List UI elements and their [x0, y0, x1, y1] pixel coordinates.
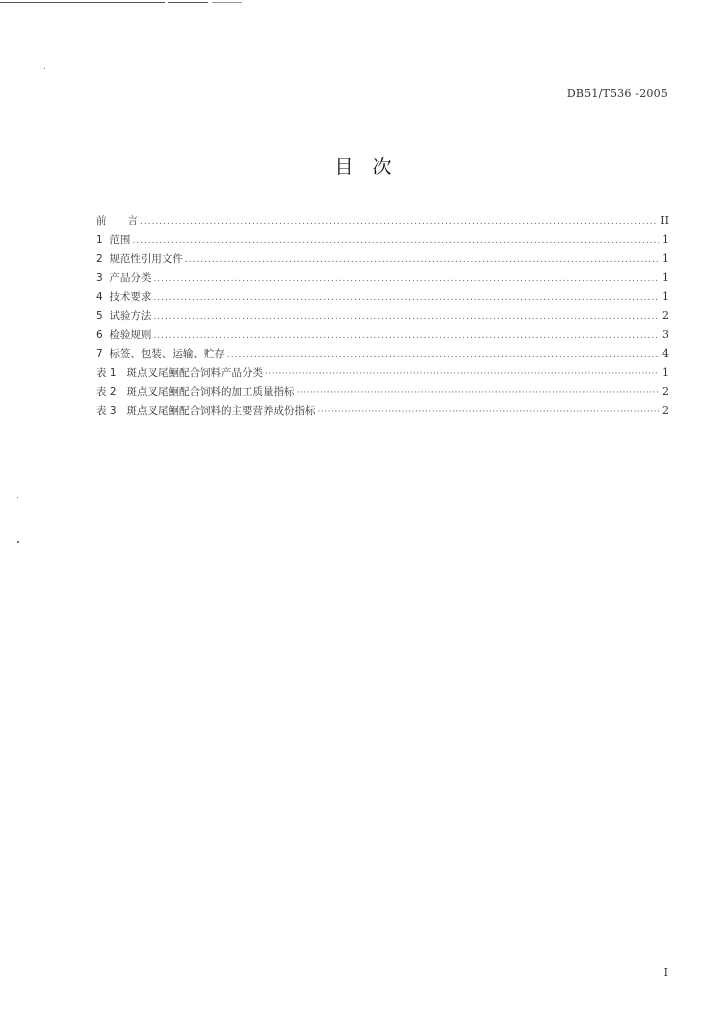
toc-leader-dots	[132, 232, 659, 251]
toc-entry-label: 5 试验方法	[96, 310, 152, 322]
toc-entry[interactable]	[96, 382, 669, 401]
scan-artifact-line	[212, 2, 242, 3]
toc-entry-label: 7 标签、包装、运输、贮存	[96, 348, 225, 360]
toc-leader-dots	[318, 403, 659, 422]
toc-entry[interactable]	[96, 230, 669, 249]
toc-leader-dots	[140, 213, 658, 232]
toc-entry[interactable]	[96, 306, 669, 325]
standard-code: DB51/T536 -2005	[566, 87, 668, 100]
toc-entry-page: 2	[662, 404, 669, 417]
toc-entry-label: 表 2 斑点叉尾鮰配合饲料的加工质量指标	[96, 386, 295, 398]
toc-entry-page: 2	[662, 385, 669, 398]
toc-entry[interactable]	[96, 401, 669, 420]
toc-entry-label: 前 言	[96, 215, 138, 227]
toc-entry-page: II	[660, 214, 669, 227]
toc-entry-page: 1	[662, 366, 669, 379]
scan-speck	[17, 541, 19, 543]
page-number: I	[663, 966, 668, 979]
scan-artifact-line	[0, 2, 165, 3]
toc-entry[interactable]	[96, 249, 669, 268]
toc-entry-page: 3	[662, 328, 669, 341]
toc-entry-label: 6 检验规则	[96, 329, 152, 341]
toc-leader-dots	[265, 365, 659, 384]
toc-entry-page: 1	[662, 233, 669, 246]
scan-speck	[17, 497, 18, 498]
toc-entry-page: 1	[662, 271, 669, 284]
toc-entry-page: 2	[662, 309, 669, 322]
toc-entry-label: 1 范围	[96, 234, 131, 246]
page-title: 目 次	[334, 156, 392, 178]
toc-entry[interactable]	[96, 211, 669, 230]
toc-entry-label: 3 产品分类	[96, 272, 152, 284]
toc-entry[interactable]	[96, 325, 669, 344]
toc-leader-dots	[153, 289, 659, 308]
toc-leader-dots	[153, 270, 659, 289]
scan-speck	[44, 68, 45, 69]
toc-entry[interactable]	[96, 363, 669, 382]
toc-entry-page: 1	[662, 252, 669, 265]
toc-entry[interactable]	[96, 268, 669, 287]
toc-entry-label: 表 1 斑点叉尾鮰配合饲料产品分类	[96, 367, 264, 379]
toc-leader-dots	[297, 384, 659, 403]
toc-leader-dots	[153, 308, 659, 327]
scan-artifact-line	[168, 2, 208, 3]
toc-entry[interactable]	[96, 287, 669, 306]
toc-leader-dots	[227, 346, 659, 365]
toc-leader-dots	[153, 327, 659, 346]
toc-entry-label: 4 技术要求	[96, 291, 152, 303]
toc-leader-dots	[185, 251, 659, 270]
toc-entry-page: 4	[662, 347, 669, 360]
toc-entry-page: 1	[662, 290, 669, 303]
toc-entry[interactable]	[96, 344, 669, 363]
table-of-contents	[96, 211, 669, 420]
toc-entry-label: 表 3 斑点叉尾鮰配合饲料的主要营养成份指标	[96, 405, 316, 417]
toc-entry-label: 2 规范性引用文件	[96, 253, 183, 265]
